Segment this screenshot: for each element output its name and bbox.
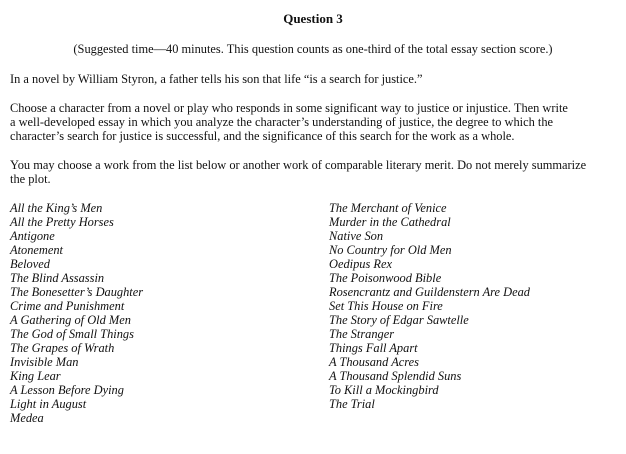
prompt-instructions: [10, 101, 616, 143]
list-item: The Stranger: [329, 327, 395, 341]
list-item: A Gathering of Old Men: [10, 313, 131, 327]
list-item: Crime and Punishment: [10, 299, 125, 313]
list-item: The God of Small Things: [10, 327, 134, 341]
list-item: A Thousand Splendid Suns: [329, 369, 462, 383]
list-item: The Merchant of Venice: [329, 201, 447, 215]
prompt-instructions-line: character’s search for justice is successful, and the significance of this search for the work as a whole.: [10, 129, 515, 143]
list-item: Rosencrantz and Guildenstern Are Dead: [329, 285, 530, 299]
list-item: All the King’s Men: [10, 201, 103, 215]
works-list-right: [329, 201, 530, 411]
list-item: King Lear: [10, 369, 61, 383]
list-item: The Trial: [329, 397, 375, 411]
list-item: The Poisonwood Bible: [329, 271, 442, 285]
list-item: Native Son: [329, 229, 384, 243]
list-item: Set This House on Fire: [329, 299, 443, 313]
list-item: The Grapes of Wrath: [10, 341, 115, 355]
prompt-choice-line: the plot.: [10, 172, 51, 186]
list-item: Medea: [10, 411, 44, 425]
question-title: Question 3: [283, 11, 343, 26]
question-page: [10, 11, 616, 425]
list-item: Beloved: [10, 257, 50, 271]
prompt-instructions-line: Choose a character from a novel or play who responds in some significant way to justice or injustice. Then write: [10, 101, 568, 115]
list-item: Light in August: [10, 397, 87, 411]
list-item: Murder in the Cathedral: [329, 215, 451, 229]
works-list: [10, 201, 616, 425]
list-item: All the Pretty Horses: [10, 215, 114, 229]
list-item: The Story of Edgar Sawtelle: [329, 313, 469, 327]
list-item: The Blind Assassin: [10, 271, 105, 285]
prompt-choice-note: [10, 158, 616, 186]
list-item: A Thousand Acres: [329, 355, 419, 369]
list-item: Things Fall Apart: [329, 341, 418, 355]
list-item: No Country for Old Men: [329, 243, 452, 257]
prompt-choice-line: You may choose a work from the list below or another work of comparable literary merit. Do not merely summarize: [10, 158, 587, 172]
suggested-time-note: (Suggested time—40 minutes. This question counts as one-third of the total essay section score.): [73, 42, 553, 56]
prompt-instructions-line: a well-developed essay in which you analyze the character’s understanding of justice, the degree to which the: [10, 115, 554, 129]
prompt-intro: In a novel by William Styron, a father tells his son that life “is a search for justice.”: [10, 72, 423, 86]
list-item: Antigone: [10, 229, 55, 243]
list-item: Atonement: [10, 243, 63, 257]
list-item: Oedipus Rex: [329, 257, 392, 271]
works-list-left: [10, 201, 143, 425]
list-item: Invisible Man: [10, 355, 79, 369]
list-item: The Bonesetter’s Daughter: [10, 285, 144, 299]
list-item: A Lesson Before Dying: [10, 383, 124, 397]
list-item: To Kill a Mockingbird: [329, 383, 439, 397]
